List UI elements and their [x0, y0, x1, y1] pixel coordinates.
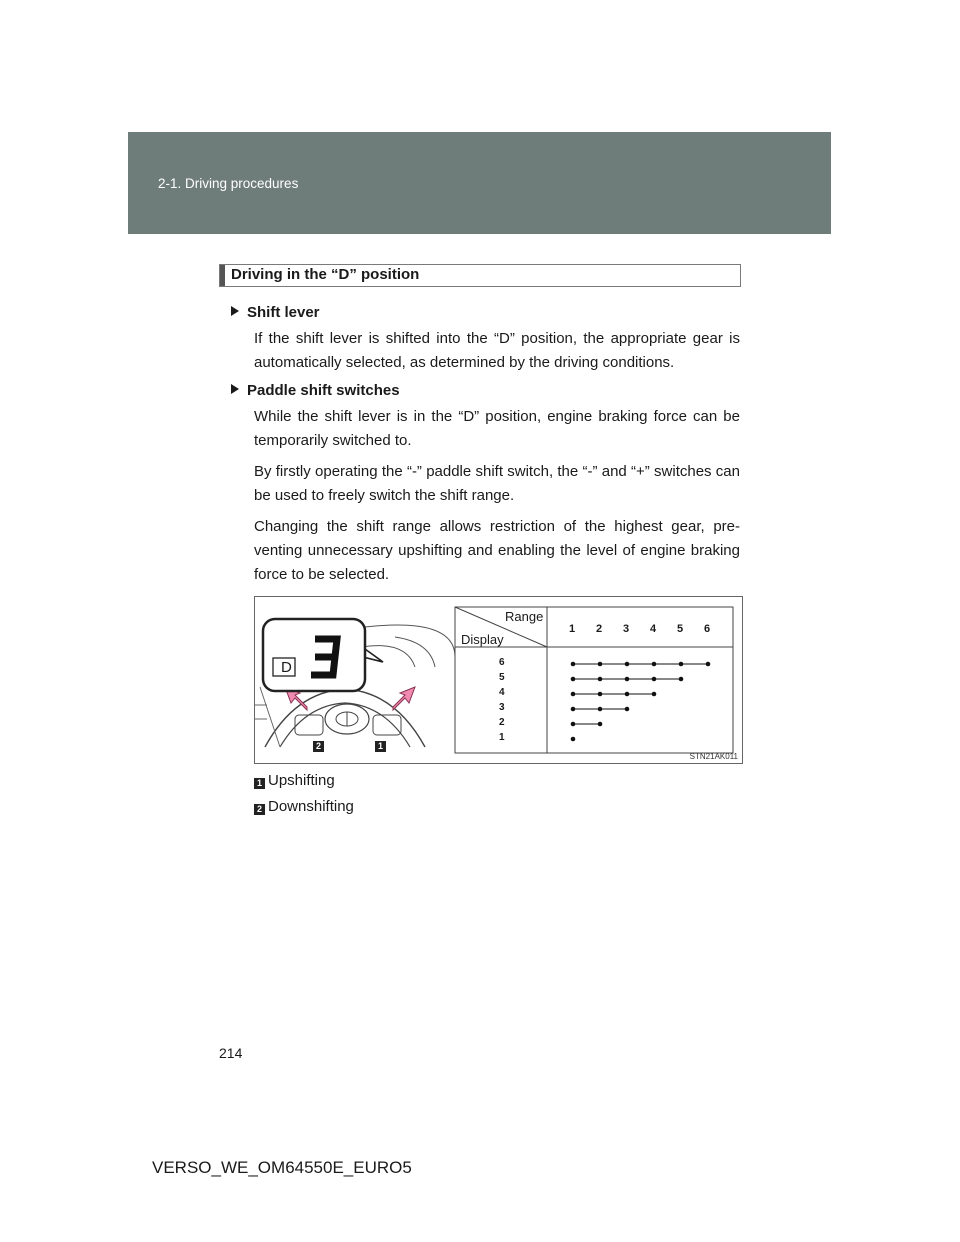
table-display-label: Display — [461, 632, 504, 647]
gear-dot — [598, 662, 603, 667]
gear-dot — [652, 677, 657, 682]
page-number: 214 — [219, 1045, 243, 1061]
table-column-label: 6 — [704, 623, 711, 635]
gear-dot — [598, 722, 603, 727]
gear-dot — [625, 707, 630, 712]
gear-dot — [706, 662, 711, 667]
table-column-label: 3 — [623, 623, 630, 635]
table-column-label: 4 — [650, 623, 657, 635]
document-footer: VERSO_WE_OM64550E_EURO5 — [152, 1158, 412, 1177]
gear-dot — [625, 677, 630, 682]
legend-item-downshifting — [254, 798, 354, 815]
gear-dot — [598, 692, 603, 697]
legend-label: Upshifting — [268, 772, 335, 789]
gear-dot — [652, 692, 657, 697]
chapter-header — [128, 132, 831, 234]
paragraph: Changing the shift range allows restriction of the highest gear, pre-venting unnecessary upshifting and enabling the level of engine braking force to be selected. — [254, 518, 740, 583]
figure-code: STN21AK011 — [689, 752, 738, 761]
table-row-label: 3 — [499, 702, 505, 713]
display-d-letter: D — [281, 659, 292, 676]
gear-dot — [679, 677, 684, 682]
gear-dot — [571, 722, 576, 727]
gear-dot — [571, 677, 576, 682]
table-row-label: 4 — [499, 687, 505, 698]
triangle-bullet-icon — [231, 306, 239, 316]
heading-shift-lever: Shift lever — [231, 304, 320, 321]
table-row-label: 2 — [499, 717, 505, 728]
triangle-bullet-icon — [231, 384, 239, 394]
legend-item-upshifting — [254, 772, 335, 789]
gear-dot — [598, 707, 603, 712]
section-title-box — [219, 264, 741, 287]
gear-dot — [598, 677, 603, 682]
gear-dot — [571, 707, 576, 712]
gear-dot — [625, 692, 630, 697]
table-row-label: 1 — [499, 732, 505, 743]
table-row-label: 5 — [499, 672, 505, 683]
badge-downshift: 2 — [313, 741, 324, 752]
breadcrumb: 2-1. Driving procedures — [158, 176, 299, 191]
gear-dot — [625, 662, 630, 667]
paddle-shift-figure — [254, 596, 743, 764]
gear-dot — [652, 662, 657, 667]
table-range-label: Range — [505, 609, 544, 624]
paragraph: By firstly operating the “-” paddle shift switch, the “-” and “+” switches can be used to freely switch the shift range. — [254, 463, 740, 504]
gear-dot — [571, 692, 576, 697]
paragraph: While the shift lever is in the “D” position, engine braking force can be temporarily switched to. — [254, 408, 740, 449]
section-title: Driving in the “D” position — [231, 266, 420, 283]
table-column-label: 2 — [596, 623, 603, 635]
table-column-label: 1 — [569, 623, 576, 635]
gear-dot — [571, 737, 576, 742]
table-row-label: 6 — [499, 657, 505, 668]
legend-label: Downshifting — [268, 798, 354, 815]
badge-1: 1 — [254, 778, 265, 789]
paragraph: If the shift lever is shifted into the “D” position, the appropriate gear is automatically selected, as determined by the driving conditions. — [254, 330, 740, 371]
section-title-bar — [220, 265, 225, 286]
gear-dot — [571, 662, 576, 667]
badge-2: 2 — [254, 804, 265, 815]
badge-upshift: 1 — [375, 741, 386, 752]
gear-dot — [679, 662, 684, 667]
table-column-label: 5 — [677, 623, 684, 635]
heading-paddle-shift: Paddle shift switches — [231, 382, 400, 399]
